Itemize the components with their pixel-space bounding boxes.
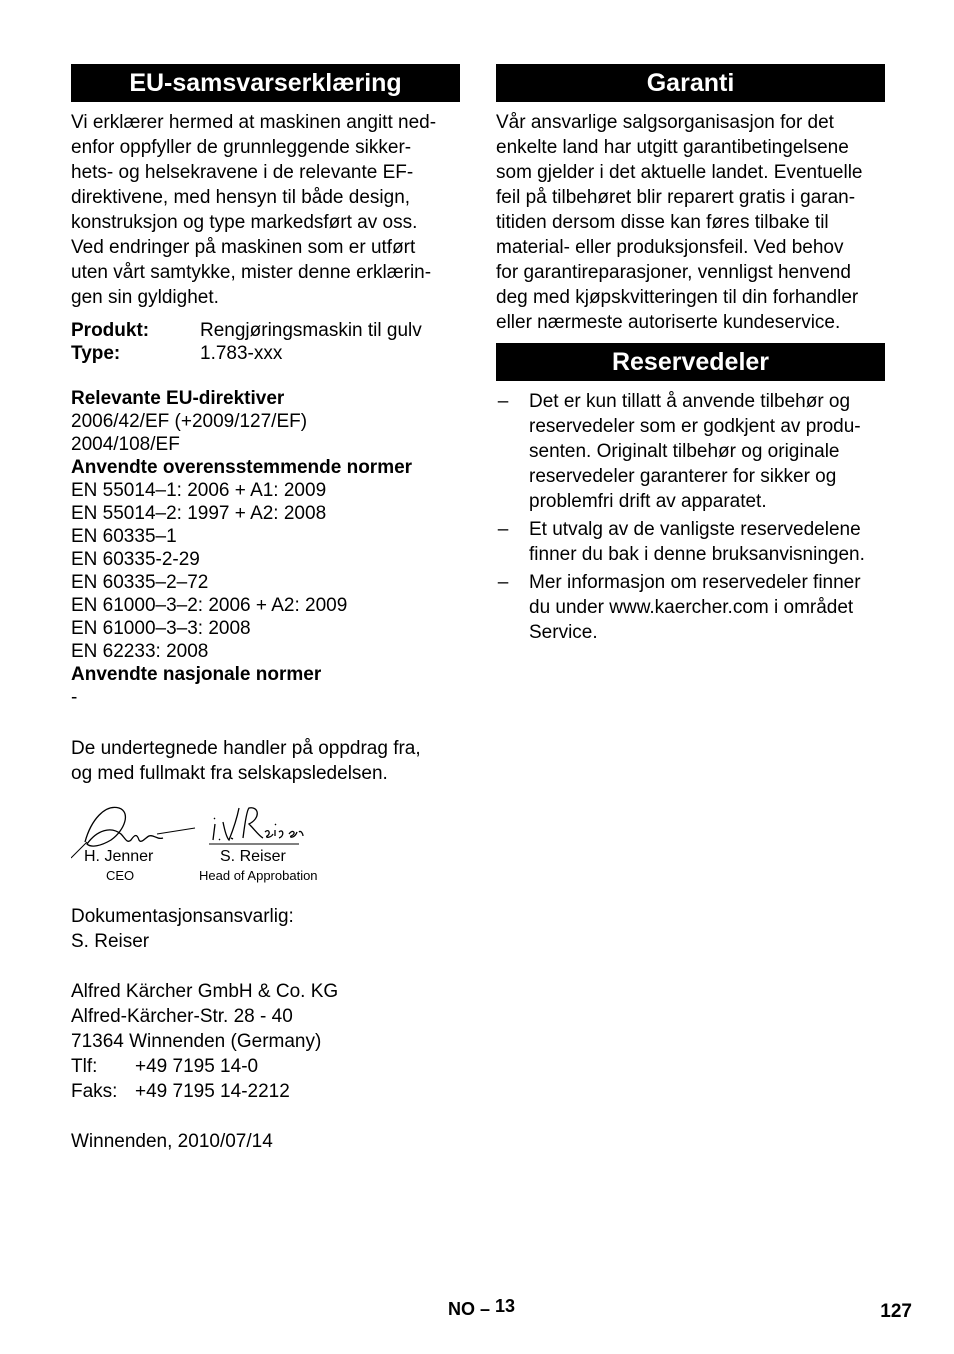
type-value: 1.783-xxx [200,343,283,364]
signature-reiser-image [209,802,309,852]
signatory-2-role: Head of Approbation [199,868,318,883]
type-label: Type: [71,343,121,364]
list-item: – Det er kun tillatt å anvende tilbehør og reservedeler som er godkjent av produ- senten. Originalt tilbehør og originale reservedeler garanterer for sikker og problemfri drift av apparatet. [497,391,861,512]
norms-heading: Anvendte overensstemmende normer [71,457,413,478]
norm-item: EN 60335–2–72 [71,572,209,593]
spare-parts-list [496,389,885,645]
signatories-text: De undertegnede handler på oppdrag fra, og med fullmakt fra selskapsledelsen. [71,738,421,784]
spare-parts-heading: Reservedeler [496,343,885,381]
left-column [71,64,460,1154]
place-date: Winnenden, 2010/07/14 [71,1131,273,1152]
signatory-2-name: S. Reiser [220,848,286,865]
dash-bullet: – [497,391,509,412]
company-street: Alfred-Kärcher-Str. 28 - 40 [71,1006,293,1027]
signatory-1-name: H. Jenner [84,848,154,865]
product-value: Rengjøringsmaskin til gulv [200,320,422,341]
company-name: Alfred Kärcher GmbH & Co. KG [71,981,339,1002]
declaration-intro: Vi erklærer hermed at maskinen angitt ned- enfor oppfyller de grunnleggende sikker- hets- og helsekravene i de relevante EF- direktivene, med hensyn til både design, konstruksjon og type markedsført av oss. Ved endringer på maskinen som er utført uten vårt samtykke, mister denne erklærin- gen sin gyldighet. [71,112,437,308]
directive-item: 2006/42/EF (+2009/127/EF) [71,411,308,432]
norm-item: EN 62233: 2008 [71,641,209,662]
product-spec-table [71,319,422,365]
signatory-1-role: CEO [106,868,135,883]
dash-bullet: – [497,572,509,593]
fax-row: Faks: +49 7195 14-2212 [71,1081,290,1102]
company-address [71,979,460,1104]
signature-block [71,800,460,890]
declaration-heading: EU-samsvarserklæring [71,64,460,102]
national-norms-heading: Anvendte nasjonale normer [71,664,322,685]
norm-item: EN 61000–3–3: 2008 [71,618,251,639]
company-city: 71364 Winnenden (Germany) [71,1031,322,1052]
norm-item: EN 55014–2: 1997 + A2: 2008 [71,503,327,524]
documentation-responsible: Dokumentasjonsansvarlig: S. Reiser [71,906,294,952]
product-row [71,319,422,342]
footer-section-page: NO – 13 [448,1296,516,1319]
norm-item: EN 61000–3–2: 2006 + A2: 2009 [71,595,348,616]
norm-item: EN 60335-2-29 [71,549,200,570]
list-item: – Mer informasjon om reservedeler finner du under www.kaercher.com i området Service. [497,572,861,643]
type-row [71,342,422,365]
norms-block [71,387,460,709]
phone-row: Tlf: +49 7195 14-0 [71,1056,259,1077]
directive-item: 2004/108/EF [71,434,180,455]
norm-item: EN 55014–1: 2006 + A1: 2009 [71,480,327,501]
product-label: Produkt: [71,320,150,341]
dash-bullet: – [497,519,509,540]
directives-heading: Relevante EU-direktiver [71,388,285,409]
right-column [496,64,885,648]
national-norms-value: - [71,687,78,708]
guarantee-heading: Garanti [496,64,885,102]
page-number: 127 [880,1301,912,1322]
norm-item: EN 60335–1 [71,526,177,547]
guarantee-text: Vår ansvarlige salgsorganisasjon for det enkelte land har utgitt garantibetingelsene som gjelder i det aktuelle landet. Eventuelle feil på tilbehøret blir reparert gratis i garan- titiden dersom disse kan føres tilbake til material- eller produksjonsfeil. Ved behov for garantireparasjoner, vennligst henvend deg med kjøpskvitteringen til din forhandler eller nærmeste autoriserte kundeservice. [496,112,863,333]
list-item: – Et utvalg av de vanligste reservedelene finner du bak i denne bruksanvisningen. [497,519,865,565]
